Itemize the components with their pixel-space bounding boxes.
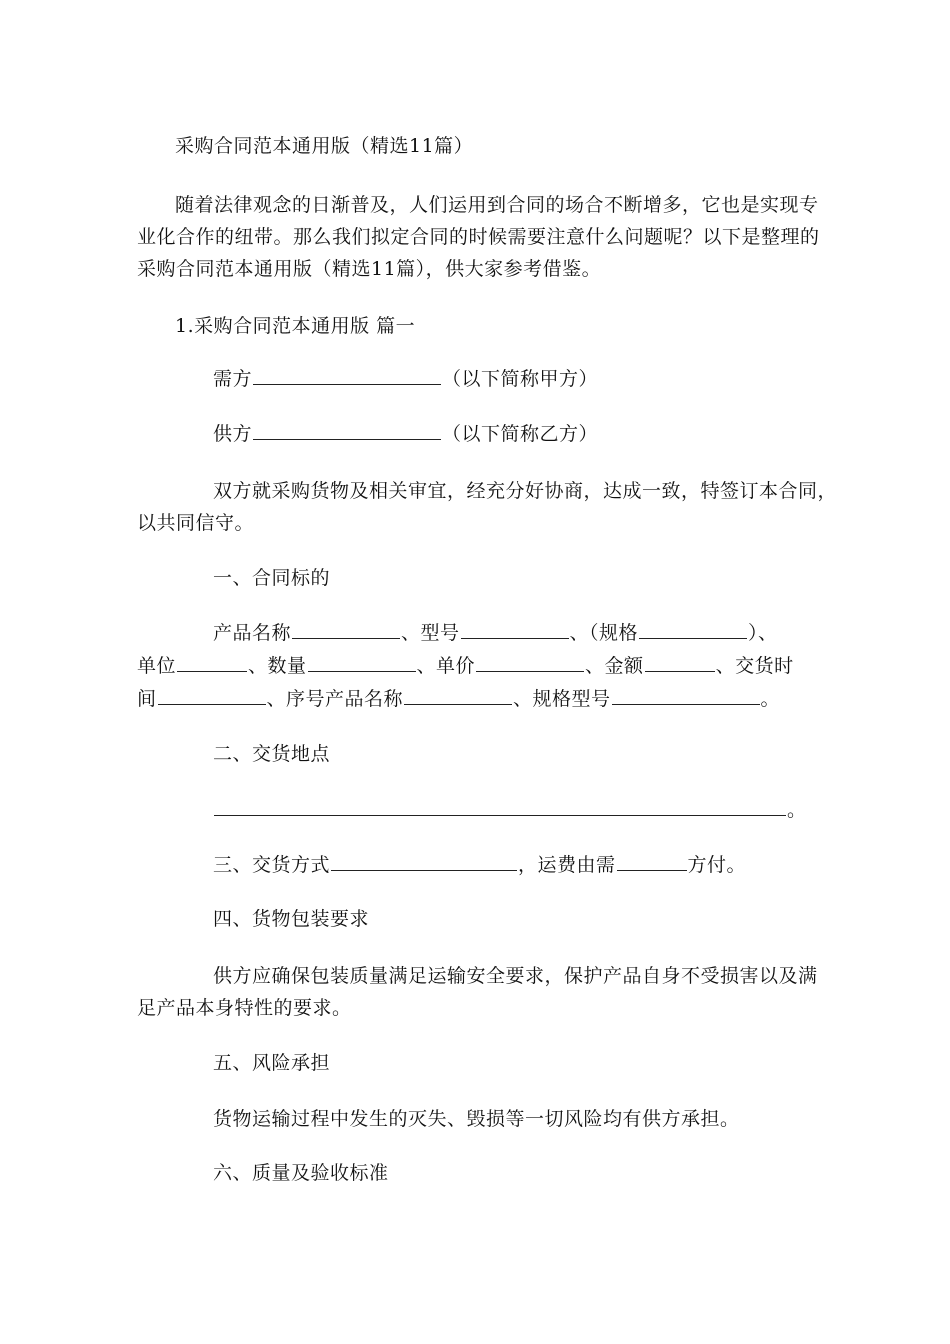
row-period: 。 [760, 688, 781, 710]
spec-model-blank[interactable] [612, 684, 760, 705]
intro-line-1: 随着法律观念的日渐普及，人们运用到合同的场合不断增多，它也是实现专 [175, 194, 819, 216]
delivery-time-label: 、交货时 [715, 655, 794, 677]
serial-product-label: 、序号产品名称 [266, 688, 404, 710]
seller-line [213, 419, 598, 449]
spec-close: ）、 [748, 622, 778, 644]
quantity-blank[interactable] [308, 651, 416, 672]
unit-label: 单位 [137, 655, 177, 677]
unit-blank[interactable] [177, 651, 247, 672]
clause5-body: 货物运输过程中发生的灭失、毁损等一切风险均有供方承担。 [213, 1108, 740, 1130]
clause1-row-1 [213, 618, 778, 648]
buyer-suffix: （以下简称甲方） [442, 368, 599, 390]
buyer-label: 需方 [213, 368, 253, 390]
agreement-line-2: 以共同信守。 [137, 512, 255, 534]
model-blank[interactable] [461, 618, 569, 639]
spec-model-label: 、规格型号 [513, 688, 611, 710]
delivery-time-blank[interactable] [158, 684, 266, 705]
price-label: 、单价 [416, 655, 476, 677]
amount-label: 、金额 [585, 655, 644, 677]
delivery-method-blank[interactable] [331, 850, 517, 871]
price-blank[interactable] [476, 651, 584, 672]
delivery-method-label: 三、交货方式 [213, 854, 331, 876]
clause2-heading: 二、交货地点 [213, 743, 331, 765]
clause1-row-2 [137, 651, 794, 681]
clause4-heading: 四、货物包装要求 [213, 908, 370, 930]
buyer-line [213, 364, 598, 394]
pay-label: 方付。 [687, 854, 747, 876]
freight-payer-blank[interactable] [617, 850, 687, 871]
seller-suffix: （以下简称乙方） [442, 423, 599, 445]
freight-label: ，运费由需 [518, 854, 616, 876]
amount-blank[interactable] [645, 651, 715, 672]
agreement-line-1: 双方就采购货物及相关审宜，经充分好协商，达成一致，特签订本合同， [213, 480, 838, 502]
delivery-address-blank[interactable] [214, 795, 786, 816]
quantity-label: 、数量 [248, 655, 307, 677]
clause2-address-line [213, 795, 807, 825]
seller-label: 供方 [213, 423, 253, 445]
clause1-row-3 [137, 684, 780, 714]
spec-blank[interactable] [639, 618, 747, 639]
product-name-label: 产品名称 [213, 622, 292, 644]
address-period: 。 [787, 799, 807, 821]
clause3-line [213, 850, 746, 880]
section-heading: 1.采购合同范本通用版 篇一 [175, 315, 416, 337]
model-label: 、型号 [401, 622, 460, 644]
intro-line-2: 业化合作的纽带。那么我们拟定合同的时候需要注意什么问题呢？以下是整理的 [137, 226, 820, 248]
document-title: 采购合同范本通用版（精选11篇） [175, 135, 474, 157]
spec-label: 、（规格 [569, 622, 639, 644]
seller-blank[interactable] [253, 419, 441, 440]
intro-line-3: 采购合同范本通用版（精选11篇），供大家参考借鉴。 [137, 258, 602, 280]
clause1-heading: 一、合同标的 [213, 567, 331, 589]
clause6-heading: 六、质量及验收标准 [213, 1162, 389, 1184]
serial-product-blank[interactable] [404, 684, 512, 705]
delivery-time-label-end: 间 [137, 688, 157, 710]
clause5-heading: 五、风险承担 [213, 1052, 331, 1074]
clause4-line-1: 供方应确保包装质量满足运输安全要求，保护产品自身不受损害以及满 [213, 965, 818, 987]
product-name-blank[interactable] [292, 618, 400, 639]
buyer-blank[interactable] [253, 364, 441, 385]
clause4-line-2: 足产品本身特性的要求。 [137, 997, 352, 1019]
